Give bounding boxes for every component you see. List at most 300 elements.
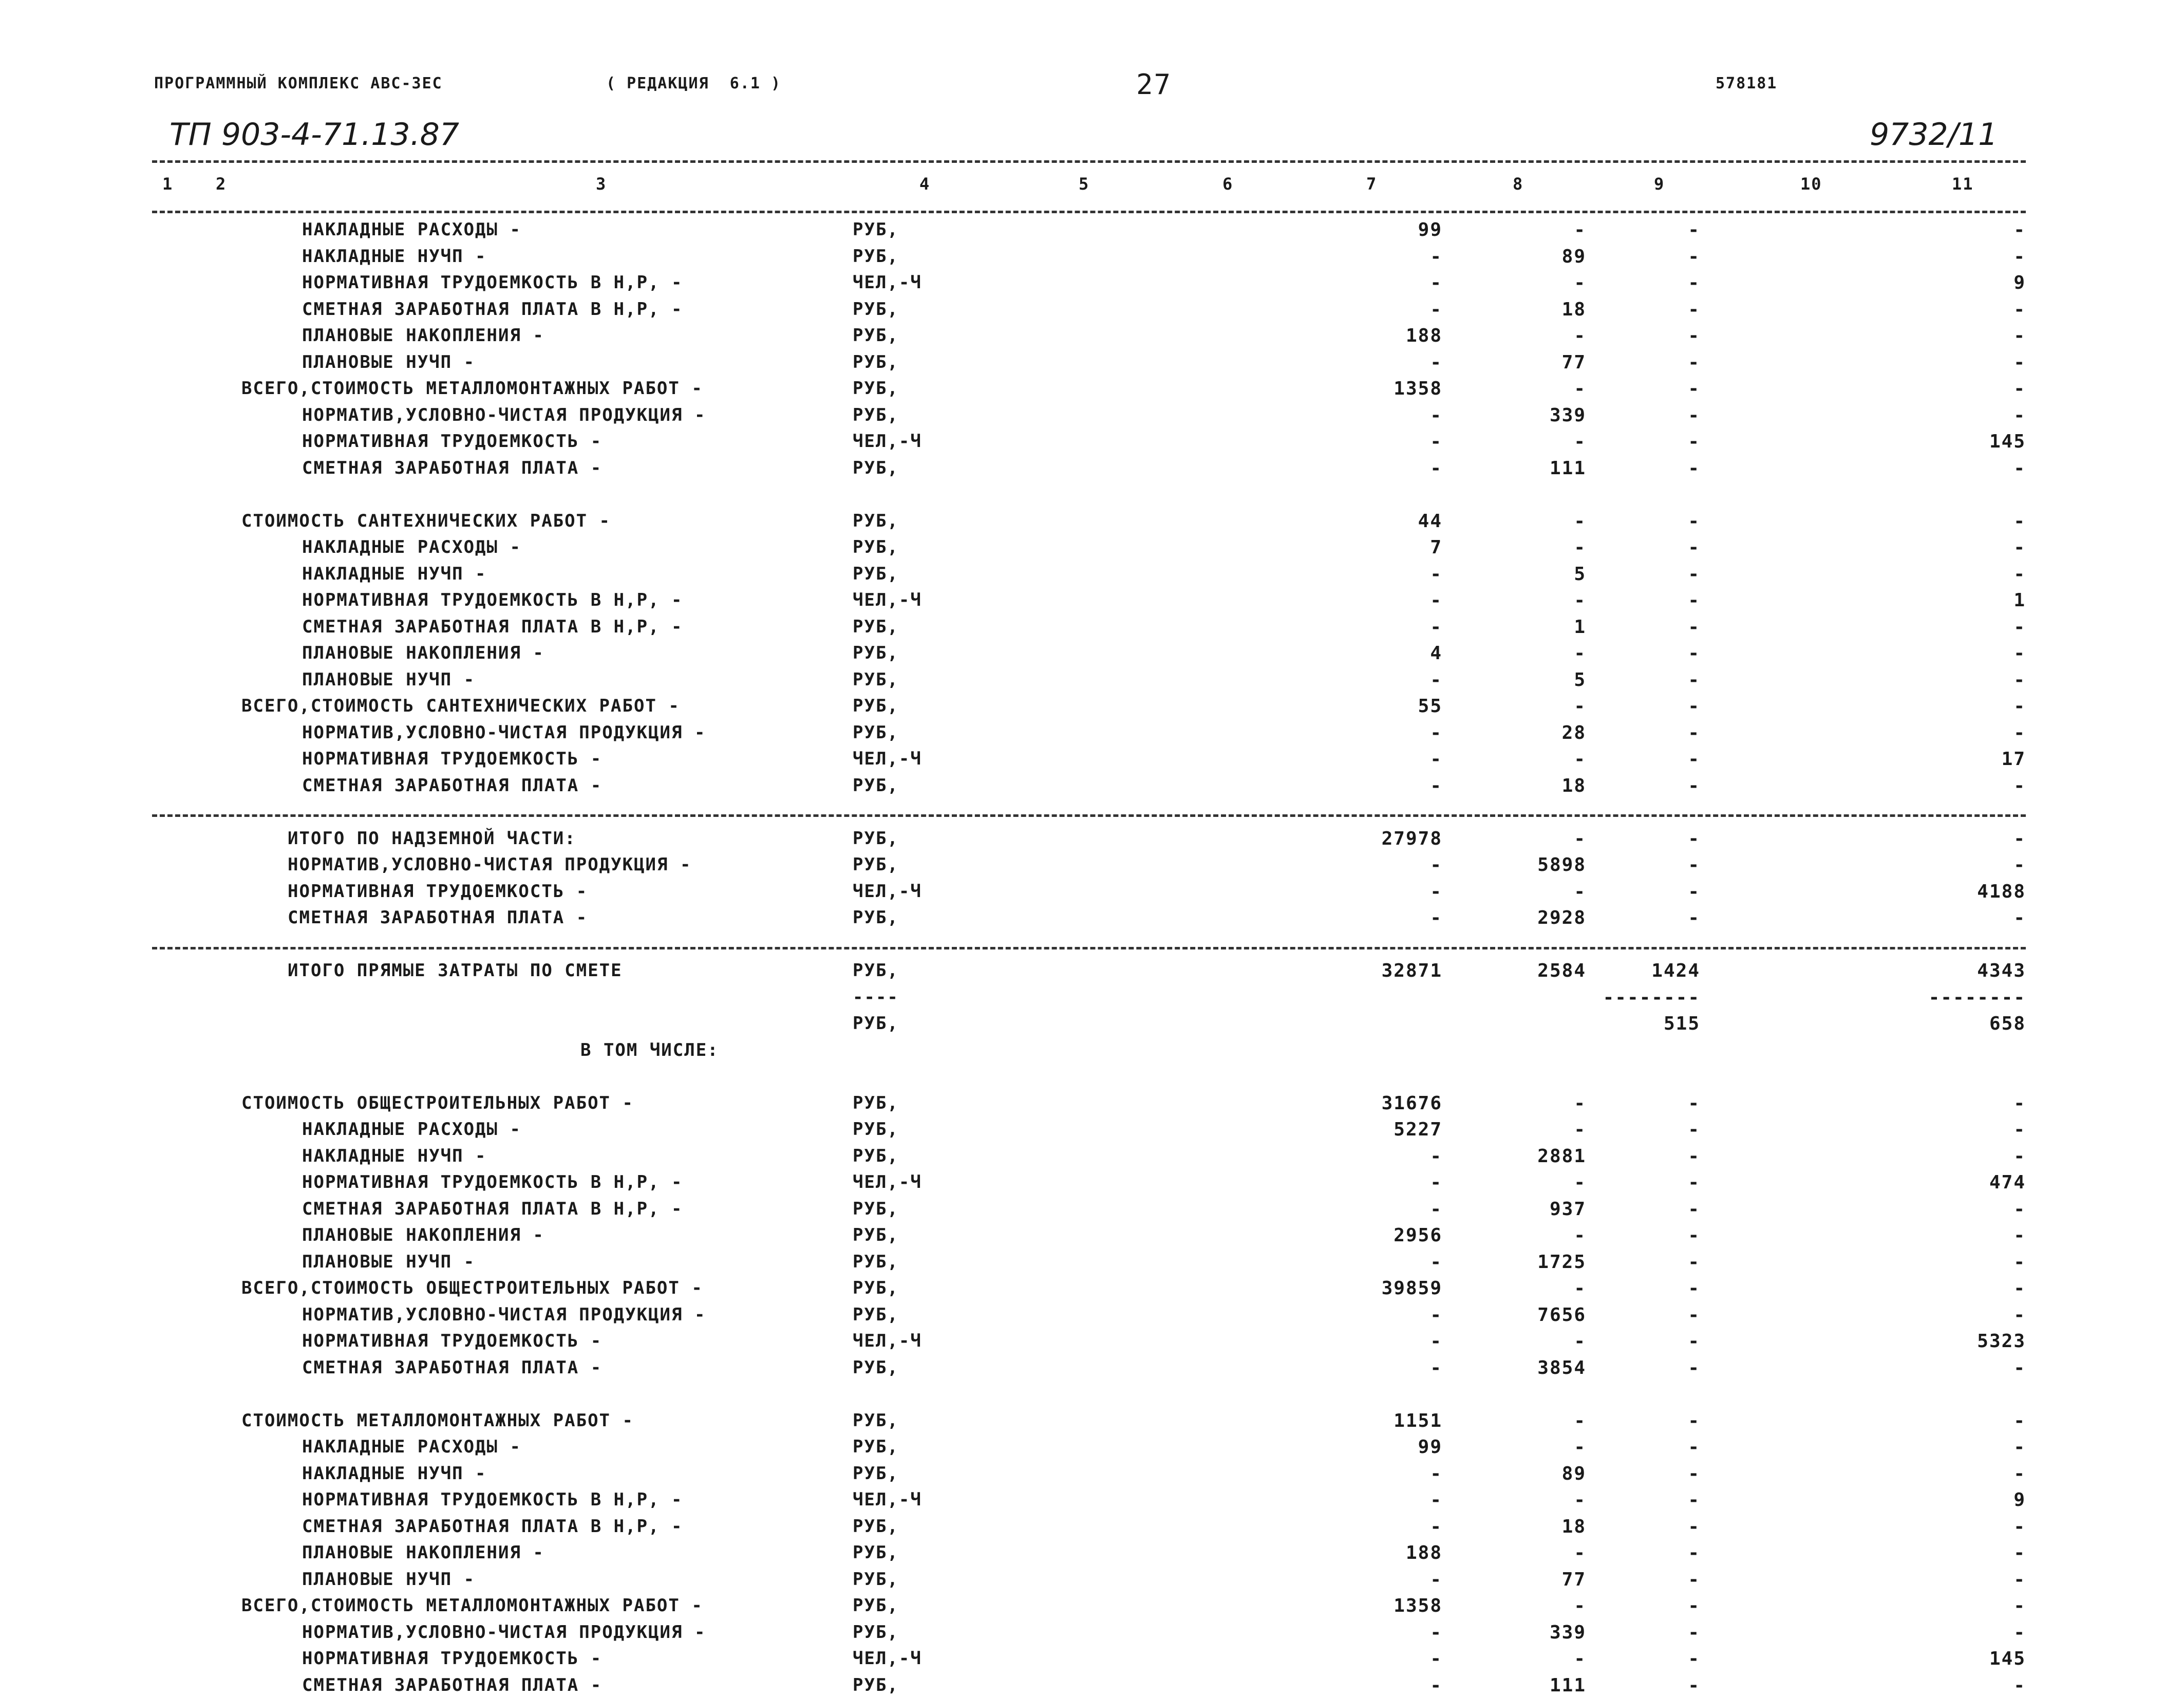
row-unit: РУБ, [853,299,899,320]
cell-value: - [1688,722,1700,743]
row-unit: РУБ, [853,1119,899,1140]
cell-value: - [1688,590,1700,611]
row-unit: РУБ, [853,1542,899,1563]
cell-value: 77 [1561,351,1586,373]
cell-value: 111 [1549,1674,1586,1696]
cell-value: - [1688,1198,1700,1220]
cell-value: 55 [1418,696,1442,717]
cell-value: - [2013,351,2026,373]
cell-value: - [1688,1542,1700,1563]
cell-value: 4188 [1977,881,2026,902]
cell-value: - [1574,1410,1586,1431]
cell-value: 4343 [1977,960,2026,981]
cell-value: - [1688,1357,1700,1378]
row-unit: ЧЕЛ,-Ч [853,1331,922,1351]
cell-value: 5227 [1394,1119,1442,1140]
cell-value: 145 [1989,431,2026,452]
cell-value: - [1430,272,1442,293]
cell-value: - [1688,749,1700,770]
row-label: НАКЛАДНЫЕ НУЧП - [302,1145,487,1166]
row-label: НОРМАТИВНАЯ ТРУДОЕМКОСТЬ - [302,431,603,452]
cell-value: 111 [1549,457,1586,479]
row-label: НАКЛАДНЫЕ РАСХОДЫ - [302,537,521,557]
row-label: СТОИМОСТЬ ОБЩЕСТРОИТЕЛЬНЫХ РАБОТ - [241,1092,634,1113]
cell-value: - [2013,1569,2026,1590]
cell-value: - [1430,907,1442,928]
cell-value: 1 [1574,616,1586,638]
cell-value: 89 [1561,1463,1586,1484]
row-unit: РУБ, [853,457,899,478]
cell-value: 9 [2013,272,2026,293]
row-label: НОРМАТИВ,УСЛОВНО-ЧИСТАЯ ПРОДУКЦИЯ - [302,1622,706,1643]
column-number: 10 [1800,174,1822,194]
row-label: НАКЛАДНЫЕ НУЧП - [302,246,487,267]
cell-value: 2956 [1394,1225,1442,1246]
cell-value: 1151 [1394,1410,1442,1431]
row-label: СМЕТНАЯ ЗАРАБОТНАЯ ПЛАТА - [302,1674,603,1695]
row-unit: РУБ, [853,1278,899,1298]
cell-value: - [2013,563,2026,585]
cell-value: - [1430,722,1442,743]
cell-value: - [1688,272,1700,293]
cell-value: - [1688,1278,1700,1299]
row-unit: РУБ, [853,775,899,796]
header-bottom-rule [152,211,2026,213]
cell-value: - [1430,351,1442,373]
cell-value: - [2013,669,2026,691]
cell-value: - [1430,1674,1442,1696]
row-label: ИТОГО ПРЯМЫЕ ЗАТРАТЫ ПО СМЕТЕ [288,960,623,981]
cell-value: - [1574,828,1586,849]
row-label: СМЕТНАЯ ЗАРАБОТНАЯ ПЛАТА - [302,457,603,478]
row-label: НАКЛАДНЫЕ РАСХОДЫ - [302,219,521,240]
row-label: ПЛАНОВЫЕ НАКОПЛЕНИЯ - [302,1225,544,1245]
row-unit: РУБ, [853,1516,899,1537]
cell-value: 188 [1405,1542,1442,1563]
cell-value: - [2013,828,2026,849]
cell-value: 1358 [1394,1595,1442,1616]
row-unit: ЧЕЛ,-Ч [853,431,922,452]
row-unit: РУБ, [853,351,899,372]
cell-value: 2881 [1537,1145,1586,1167]
cell-value: - [1688,246,1700,267]
cell-value: - [2013,1674,2026,1696]
project-number-handwritten: ТП 903-4-71.13.87 [170,117,460,153]
cell-value: - [1688,854,1700,875]
row-label: СМЕТНАЯ ЗАРАБОТНАЯ ПЛАТА - [302,775,603,796]
cell-value: - [2013,378,2026,399]
cell-value: - [1574,1172,1586,1193]
cell-value: - [1574,749,1586,770]
cell-value: - [2013,1463,2026,1484]
cell-value: - [2013,722,2026,743]
cell-value: - [2013,1542,2026,1563]
cell-value: - [1430,1648,1442,1669]
row-unit: РУБ, [853,1092,899,1113]
cell-value: - [1574,219,1586,240]
cell-value: 99 [1418,1437,1442,1458]
row-label: ВСЕГО,СТОИМОСТЬ ОБЩЕСТРОИТЕЛЬНЫХ РАБОТ - [241,1278,703,1298]
row-label: НАКЛАДНЫЕ РАСХОДЫ - [302,1119,521,1140]
row-unit: РУБ, [853,1145,899,1166]
cell-value: - [1430,590,1442,611]
cell-value: - [1430,669,1442,691]
cell-value: - [2013,457,2026,479]
cell-value: 39859 [1381,1278,1442,1299]
cell-value: - [1688,669,1700,691]
cell-value: - [2013,219,2026,240]
cell-value: - [1688,1622,1700,1643]
cell-value: - [1574,1595,1586,1616]
cell-value: - [1430,457,1442,479]
cell-value: - [1574,378,1586,399]
cell-value: - [1430,775,1442,796]
cell-value: - [1430,1331,1442,1352]
column-number: 7 [1366,174,1378,194]
row-label: ВСЕГО,СТОИМОСТЬ САНТЕХНИЧЕСКИХ РАБОТ - [241,696,680,716]
cell-value: 1 [2013,590,2026,611]
cell-value: - [1574,325,1586,346]
cell-value: 5323 [1977,1331,2026,1352]
column-number: 9 [1654,174,1665,194]
cell-value: 474 [1989,1172,2026,1193]
cell-value: - [1574,590,1586,611]
cell-value: - [1574,881,1586,902]
cell-value: - [1574,431,1586,452]
cell-value: - [1688,1463,1700,1484]
row-label: СМЕТНАЯ ЗАРАБОТНАЯ ПЛАТА - [302,1357,603,1378]
cell-value: - [1430,1516,1442,1537]
cell-value: - [1430,1198,1442,1220]
cell-value: 18 [1561,775,1586,796]
cell-value: - [1430,616,1442,638]
edition-label: ( РЕДАКЦИЯ 6.1 ) [606,74,782,92]
cell-value: 77 [1561,1569,1586,1590]
row-unit: РУБ, [853,960,899,981]
cell-value: 3854 [1537,1357,1586,1378]
cell-value: - [1574,1489,1586,1511]
cell-value: - [1430,431,1442,452]
row-label: НАКЛАДНЫЕ НУЧП - [302,563,487,584]
cell-value: 27978 [1381,828,1442,849]
row-label: ПЛАНОВЫЕ НУЧП - [302,669,476,690]
row-label: ПЛАНОВЫЕ НАКОПЛЕНИЯ - [302,325,544,346]
row-unit: ЧЕЛ,-Ч [853,272,922,293]
column-number: 11 [1952,174,1974,194]
cell-value: - [1574,272,1586,293]
cell-value: - [1430,749,1442,770]
cell-value: - [1430,881,1442,902]
cell-value: - [1430,1304,1442,1326]
cell-value: - [1688,457,1700,479]
row-label: СМЕТНАЯ ЗАРАБОТНАЯ ПЛАТА В Н,Р, - [302,1198,683,1219]
row-unit: ЧЕЛ,-Ч [853,590,922,610]
cell-value: - [1688,616,1700,638]
row-label: ПЛАНОВЫЕ НАКОПЛЕНИЯ - [302,1542,544,1563]
cell-value: - [1574,1119,1586,1140]
sheet-number-handwritten: 9732/11 [1870,117,1998,153]
cell-value: - [2013,510,2026,532]
cell-value: 17 [2001,749,2026,770]
cell-value: - [1688,1145,1700,1167]
row-unit: ЧЕЛ,-Ч [853,881,922,902]
cell-value: - [1688,378,1700,399]
cell-value: 28 [1561,722,1586,743]
cell-value: 18 [1561,1516,1586,1537]
cell-value: - [2013,643,2026,664]
cell-value: -------- [1603,986,1700,1008]
cell-value: 18 [1561,299,1586,320]
cell-value: - [1430,1357,1442,1378]
row-unit: РУБ, [853,1569,899,1590]
cell-value: - [1688,1569,1700,1590]
cell-value: 2584 [1537,960,1586,981]
row-label: НОРМАТИВ,УСЛОВНО-ЧИСТАЯ ПРОДУКЦИЯ - [302,1304,706,1325]
row-label: СТОИМОСТЬ МЕТАЛЛОМОНТАЖНЫХ РАБОТ - [241,1410,634,1431]
cell-value: - [1430,854,1442,875]
cell-value: - [1688,404,1700,426]
cell-value: - [2013,1516,2026,1537]
cell-value: - [1688,828,1700,849]
cell-value: 4 [1430,643,1442,664]
cell-value: - [1688,219,1700,240]
row-unit: РУБ, [853,828,899,849]
cell-value: - [1574,1278,1586,1299]
column-number: 5 [1079,174,1090,194]
cell-value: - [1688,1251,1700,1273]
cell-value: - [1574,1331,1586,1352]
cell-value: - [2013,299,2026,320]
row-unit: РУБ, [853,907,899,928]
cell-value: 99 [1418,219,1442,240]
row-label: НОРМАТИВНАЯ ТРУДОЕМКОСТЬ В Н,Р, - [302,272,683,293]
cell-value: 339 [1549,1622,1586,1643]
row-label: В ТОМ ЧИСЛЕ: [580,1039,719,1060]
row-label: СМЕТНАЯ ЗАРАБОТНАЯ ПЛАТА В Н,Р, - [302,616,683,637]
cell-value: - [1688,325,1700,346]
column-number: 3 [596,174,607,194]
row-unit: РУБ, [853,1463,899,1484]
cell-value: - [2013,1225,2026,1246]
cell-value: - [2013,616,2026,638]
cell-value: - [2013,246,2026,267]
cell-value: - [1688,1092,1700,1114]
cell-value: - [2013,404,2026,426]
cell-value: - [2013,1410,2026,1431]
cell-value: - [2013,1595,2026,1616]
row-unit: РУБ, [853,404,899,425]
cell-value: - [1430,1172,1442,1193]
cell-value: - [1688,563,1700,585]
row-label: НОРМАТИВНАЯ ТРУДОЕМКОСТЬ В Н,Р, - [302,1172,683,1192]
row-unit: РУБ, [853,510,899,531]
cell-value: - [1574,696,1586,717]
cell-value: 31676 [1381,1092,1442,1114]
row-unit: РУБ, [853,696,899,716]
cell-value: - [2013,1437,2026,1458]
cell-value: 9 [2013,1489,2026,1511]
row-unit: РУБ, [853,1225,899,1245]
cell-value: - [2013,854,2026,875]
row-unit: РУБ, [853,616,899,637]
row-unit: ЧЕЛ,-Ч [853,749,922,769]
row-unit: ЧЕЛ,-Ч [853,1489,922,1510]
cell-value: 937 [1549,1198,1586,1220]
row-label: ВСЕГО,СТОИМОСТЬ МЕТАЛЛОМОНТАЖНЫХ РАБОТ - [241,1595,703,1616]
row-label: ВСЕГО,СТОИМОСТЬ МЕТАЛЛОМОНТАЖНЫХ РАБОТ - [241,378,703,399]
cell-value: - [1688,1648,1700,1669]
row-label: СМЕТНАЯ ЗАРАБОТНАЯ ПЛАТА В Н,Р, - [302,299,683,320]
row-unit: РУБ, [853,1595,899,1616]
row-label: НОРМАТИВНАЯ ТРУДОЕМКОСТЬ - [302,1331,603,1351]
column-number: 6 [1222,174,1234,194]
column-number: 1 [162,174,174,194]
cell-value: - [1574,1437,1586,1458]
row-unit: РУБ, [853,378,899,399]
cell-value: - [1688,1304,1700,1326]
cell-value: - [1430,404,1442,426]
cell-value: 44 [1418,510,1442,532]
cell-value: - [1688,1410,1700,1431]
cell-value: - [2013,1198,2026,1220]
cell-value: - [1688,907,1700,928]
row-label: НАКЛАДНЫЕ РАСХОДЫ - [302,1437,521,1457]
cell-value: - [1688,1225,1700,1246]
cell-value: - [2013,1251,2026,1273]
cell-value: - [1688,1595,1700,1616]
cell-value: - [1688,1437,1700,1458]
cell-value: 89 [1561,246,1586,267]
row-unit: ЧЕЛ,-Ч [853,1648,922,1669]
cell-value: 1358 [1394,378,1442,399]
cell-value: 5898 [1537,854,1586,875]
cell-value: 188 [1405,325,1442,346]
row-unit: РУБ, [853,246,899,267]
cell-value: - [1688,351,1700,373]
cell-value: - [1574,537,1586,558]
row-unit: РУБ, [853,1357,899,1378]
row-unit: РУБ, [853,219,899,240]
row-label: НОРМАТИВ,УСЛОВНО-ЧИСТАЯ ПРОДУКЦИЯ - [302,404,706,425]
cell-value: - [1430,563,1442,585]
row-label: СМЕТНАЯ ЗАРАБОТНАЯ ПЛАТА - [288,907,588,928]
cell-value: 658 [1989,1013,2026,1034]
row-unit: ---- [853,986,899,1008]
cell-value: - [1688,537,1700,558]
cell-value: - [1688,696,1700,717]
column-number: 8 [1513,174,1524,194]
row-unit: РУБ, [853,1013,899,1034]
cell-value: - [1430,1489,1442,1511]
cell-value: - [1688,299,1700,320]
row-label: НОРМАТИВНАЯ ТРУДОЕМКОСТЬ - [302,749,603,769]
cell-value: 7 [1430,537,1442,558]
row-unit: РУБ, [853,1437,899,1457]
cell-value: - [1574,1542,1586,1563]
row-label: ПЛАНОВЫЕ НУЧП - [302,1251,476,1272]
cell-value: - [2013,325,2026,346]
cell-value: - [1688,1516,1700,1537]
page-number: 27 [1136,68,1172,101]
cell-value: - [1574,510,1586,532]
cell-value: - [1688,1331,1700,1352]
row-label: СМЕТНАЯ ЗАРАБОТНАЯ ПЛАТА В Н,Р, - [302,1516,683,1537]
row-unit: РУБ, [853,722,899,743]
row-unit: РУБ, [853,1674,899,1695]
cell-value: - [1688,431,1700,452]
cell-value: 7656 [1537,1304,1586,1326]
row-unit: РУБ, [853,1198,899,1219]
cell-value: - [1430,1463,1442,1484]
row-label: НОРМАТИВНАЯ ТРУДОЕМКОСТЬ - [288,881,588,902]
row-unit: РУБ, [853,1622,899,1643]
cell-value: - [2013,696,2026,717]
cell-value: - [2013,1357,2026,1378]
row-label: ПЛАНОВЫЕ НУЧП - [302,1569,476,1590]
row-unit: РУБ, [853,854,899,875]
cell-value: - [2013,1278,2026,1299]
cell-value: 5 [1574,669,1586,691]
cell-value: - [1430,1622,1442,1643]
row-label: НОРМАТИВНАЯ ТРУДОЕМКОСТЬ В Н,Р, - [302,1489,683,1510]
row-label: ИТОГО ПО НАДЗЕМНОЙ ЧАСТИ: [288,828,576,849]
section-rule [152,947,2026,949]
section-rule [152,814,2026,817]
cell-value: - [2013,1304,2026,1326]
program-title: ПРОГРАММНЫЙ КОМПЛЕКС АВС-3ЕС [154,74,443,92]
row-unit: РУБ, [853,325,899,346]
cell-value: 5 [1574,563,1586,585]
row-unit: ЧЕЛ,-Ч [853,1172,922,1192]
cell-value: - [1688,881,1700,902]
cell-value: - [1430,299,1442,320]
cell-value: - [1574,1648,1586,1669]
row-unit: РУБ, [853,537,899,557]
cell-value: - [2013,1092,2026,1114]
cell-value: - [2013,1119,2026,1140]
cell-value: - [1574,1092,1586,1114]
cell-value: - [2013,907,2026,928]
row-unit: РУБ, [853,563,899,584]
cell-value: 1725 [1537,1251,1586,1273]
cell-value: - [1688,1172,1700,1193]
cell-value: - [1574,1225,1586,1246]
cell-value: 145 [1989,1648,2026,1669]
cell-value: -------- [1928,986,2026,1008]
row-label: НОРМАТИВ,УСЛОВНО-ЧИСТАЯ ПРОДУКЦИЯ - [288,854,692,875]
cell-value: - [1688,510,1700,532]
row-label: НОРМАТИВ,УСЛОВНО-ЧИСТАЯ ПРОДУКЦИЯ - [302,722,706,743]
cell-value: - [2013,775,2026,796]
document-code: 578181 [1716,74,1778,92]
header-top-rule [152,160,2026,163]
cell-value: 515 [1663,1013,1700,1034]
row-unit: РУБ, [853,669,899,690]
cell-value: 339 [1549,404,1586,426]
row-unit: РУБ, [853,1304,899,1325]
row-label: ПЛАНОВЫЕ НАКОПЛЕНИЯ - [302,643,544,663]
cell-value: 32871 [1381,960,1442,981]
cell-value: - [2013,1622,2026,1643]
row-unit: РУБ, [853,1251,899,1272]
cell-value: 1424 [1651,960,1700,981]
cell-value: - [1688,1119,1700,1140]
cell-value: - [1688,775,1700,796]
cell-value: - [1688,643,1700,664]
row-unit: РУБ, [853,643,899,663]
cell-value: - [2013,537,2026,558]
cell-value: - [1688,1489,1700,1511]
